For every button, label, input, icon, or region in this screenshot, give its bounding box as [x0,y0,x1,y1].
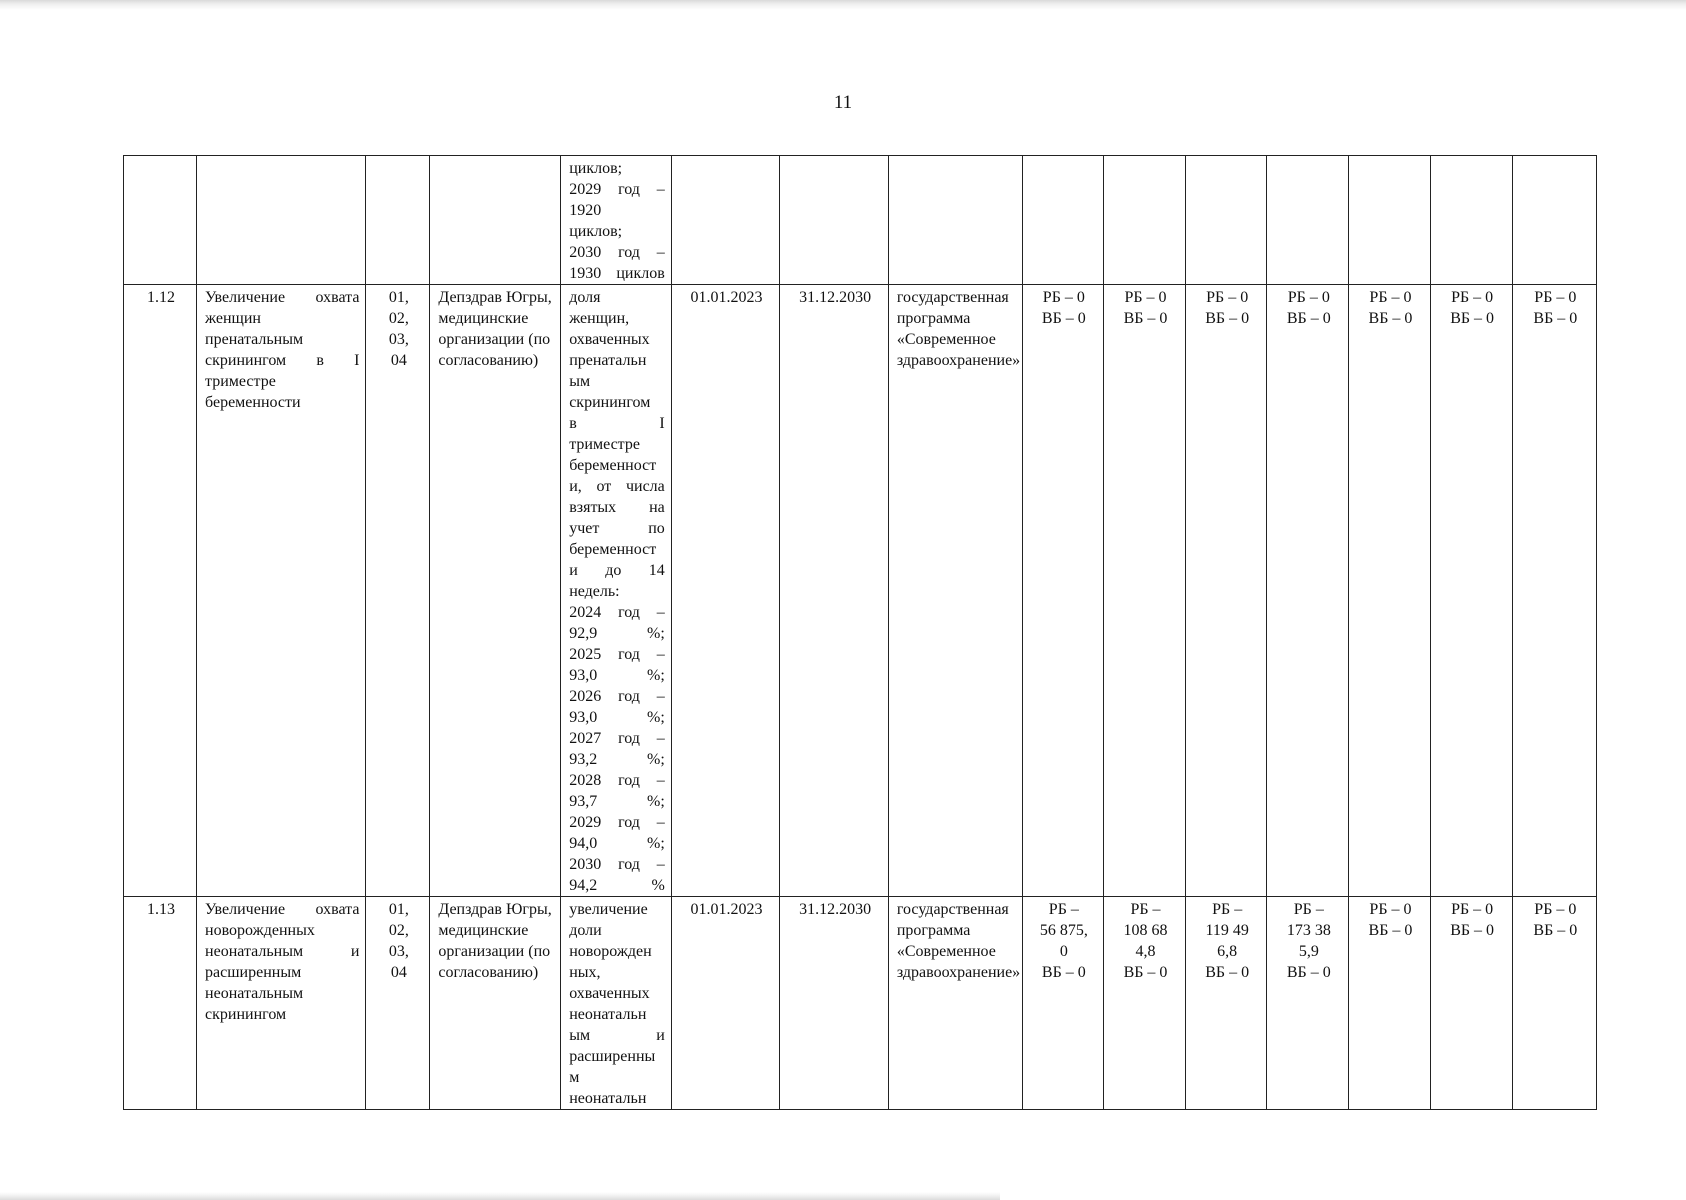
finance-cell [1349,285,1430,897]
cell-line: ВБ – 0 [1533,922,1578,939]
cell-line: 4,8 [1135,943,1156,960]
cell-line: 56 875, [1039,922,1088,939]
cell-line: ВБ – 0 [1205,964,1250,981]
finance-cell [1186,285,1267,897]
measures-table [123,155,1597,1110]
table-row [124,897,1597,1110]
cell-line: 5,9 [1298,943,1319,960]
cell-line: РБ – 0 [1124,289,1167,306]
measure-name: Увеличение охвата женщин пренатальным скринингом в I триместре беременности [197,285,366,897]
cell-line: ВБ – 0 [1286,964,1331,981]
cell-empty [780,156,889,285]
cell-line: РБ – 0 [1451,901,1494,918]
cell-line: 01, [388,901,409,918]
cell-line: 02, [388,310,409,327]
cell-empty [1349,156,1430,285]
start-date: 01.01.2023 [671,285,780,897]
cell-line: 02, [388,922,409,939]
indicator-line: женщин, [569,310,630,327]
cell-empty [1186,156,1267,285]
indicator-line: 2028 год – [569,772,665,789]
indicator-line: учет по [569,520,665,537]
cell-line: ВБ – 0 [1533,310,1578,327]
cell-empty [430,156,561,285]
cell-empty [197,156,366,285]
cell-line: РБ – 0 [1369,901,1412,918]
cell-line: 04 [390,352,407,369]
end-date: 31.12.2030 [780,285,889,897]
scan-edge-top [0,0,1686,10]
indicator-line: ым и [569,1027,665,1044]
table-row [124,285,1597,897]
measure-name: Увеличение охвата новорожденных неонатальным и расширенным неонатальным скринингом [197,897,366,1110]
codes-cell [366,285,430,897]
cell-line: ВБ – 0 [1041,964,1086,981]
cell-line: 108 68 [1123,922,1168,939]
indicator-line: увеличение [569,901,648,918]
indicator-line: и, от числа [569,478,665,495]
cell-empty [1430,156,1512,285]
indicator-line: беременност [569,457,657,474]
cell-line: 03, [388,331,409,348]
indicator-line: 1920 [569,202,602,219]
cell-empty [1512,156,1596,285]
cell-line: ВБ – 0 [1368,310,1413,327]
page-number: 11 [833,92,853,113]
cell-line: ВБ – 0 [1450,310,1495,327]
cell-empty [1103,156,1185,285]
indicator-line: ым [569,373,591,390]
cell-line: 04 [390,964,407,981]
indicator-line: недель: [569,583,620,600]
cell-line: РБ – 0 [1042,289,1085,306]
indicator-line: 2025 год – [569,646,665,663]
indicator-line: охваченных [569,331,650,348]
indicator-line: 94,0 %; [569,835,665,852]
finance-cell [1430,285,1512,897]
indicator-line: 2029 год – [569,181,665,198]
cell-line: ВБ – 0 [1450,922,1495,939]
cell-empty [671,156,780,285]
cell-line: ВБ – 0 [1123,310,1168,327]
indicator-cell [561,285,672,897]
cell-line: 119 49 [1205,922,1249,939]
end-date: 31.12.2030 [780,897,889,1110]
program-cell: государственная программа «Современное здравоохранение» [888,897,1022,1110]
finance-cell [1022,285,1103,897]
indicator-line: 93,2 %; [569,751,665,768]
cell-line: РБ – 0 [1534,289,1577,306]
indicator-line: циклов; [569,160,623,177]
cell-line: 6,8 [1217,943,1238,960]
indicator-line: 2030 год – [569,244,665,261]
indicator-line: м [569,1069,580,1086]
program-cell: государственная программа «Современное здравоохранение» [888,285,1022,897]
cell-line: РБ – [1212,901,1243,918]
cell-empty [888,156,1022,285]
codes-cell [366,897,430,1110]
cell-line: РБ – 0 [1287,289,1330,306]
cell-empty [366,156,430,285]
cell-line: ВБ – 0 [1123,964,1168,981]
cell-line: ВБ – 0 [1041,310,1086,327]
indicator-line: 94,2 % [569,877,665,894]
indicator-line: 2026 год – [569,688,665,705]
finance-cell [1267,285,1349,897]
cell-empty [1022,156,1103,285]
indicator-line: беременност [569,541,657,558]
finance-cell [1430,897,1512,1110]
cell-line: 173 38 [1286,922,1331,939]
indicator-line: неонатальн [569,1090,647,1107]
indicator-line: ных, [569,964,601,981]
table-row-continuation [124,156,1597,285]
finance-cell [1186,897,1267,1110]
indicator-line: 2027 год – [569,730,665,747]
cell-line: ВБ – 0 [1368,922,1413,939]
finance-cell [1512,285,1596,897]
cell-line: 03, [388,943,409,960]
cell-line: ВБ – 0 [1286,310,1331,327]
cell-line: 0 [1059,943,1068,960]
row-number: 1.12 [124,285,197,897]
indicator-line: в I [569,415,665,432]
indicator-cell [561,156,672,285]
indicator-line: 93,7 %; [569,793,665,810]
indicator-line: расширенны [569,1048,656,1065]
cell-line: РБ – [1293,901,1324,918]
finance-cell [1103,285,1185,897]
indicator-line: 2024 год – [569,604,665,621]
cell-empty [124,156,197,285]
finance-cell [1022,897,1103,1110]
indicator-line: 92,9 %; [569,625,665,642]
indicator-line: триместре [569,436,640,453]
cell-line: РБ – 0 [1369,289,1412,306]
executor-cell: Депздрав Югры, медицинские организации (по согласованию) [430,897,561,1110]
cell-line: РБ – 0 [1206,289,1249,306]
indicator-line: и до 14 [569,562,665,579]
row-number: 1.13 [124,897,197,1110]
cell-empty [1267,156,1349,285]
finance-cell [1512,897,1596,1110]
scan-edge-bottom [0,1192,1000,1200]
indicator-line: 1930 циклов [569,265,665,282]
finance-cell [1103,897,1185,1110]
indicator-line: 2030 год – [569,856,665,873]
indicator-line: взятых на [569,499,665,516]
finance-cell [1349,897,1430,1110]
cell-line: РБ – 0 [1534,901,1577,918]
finance-cell [1267,897,1349,1110]
indicator-line: циклов; [569,223,623,240]
indicator-line: неонатальн [569,1006,647,1023]
executor-cell: Депздрав Югры, медицинские организации (по согласованию) [430,285,561,897]
cell-line: ВБ – 0 [1205,310,1250,327]
indicator-line: новорожден [569,943,652,960]
cell-line: РБ – 0 [1451,289,1494,306]
indicator-line: 2029 год – [569,814,665,831]
indicator-line: пренатальн [569,352,647,369]
start-date: 01.01.2023 [671,897,780,1110]
cell-line: 01, [388,289,409,306]
indicator-line: 93,0 %; [569,709,665,726]
indicator-line: доли [569,922,602,939]
indicator-line: 93,0 %; [569,667,665,684]
cell-line: РБ – [1130,901,1161,918]
indicator-cell [561,897,672,1110]
indicator-line: доля [569,289,601,306]
indicator-line: скринингом [569,394,651,411]
cell-line: РБ – [1048,901,1079,918]
indicator-line: охваченных [569,985,650,1002]
